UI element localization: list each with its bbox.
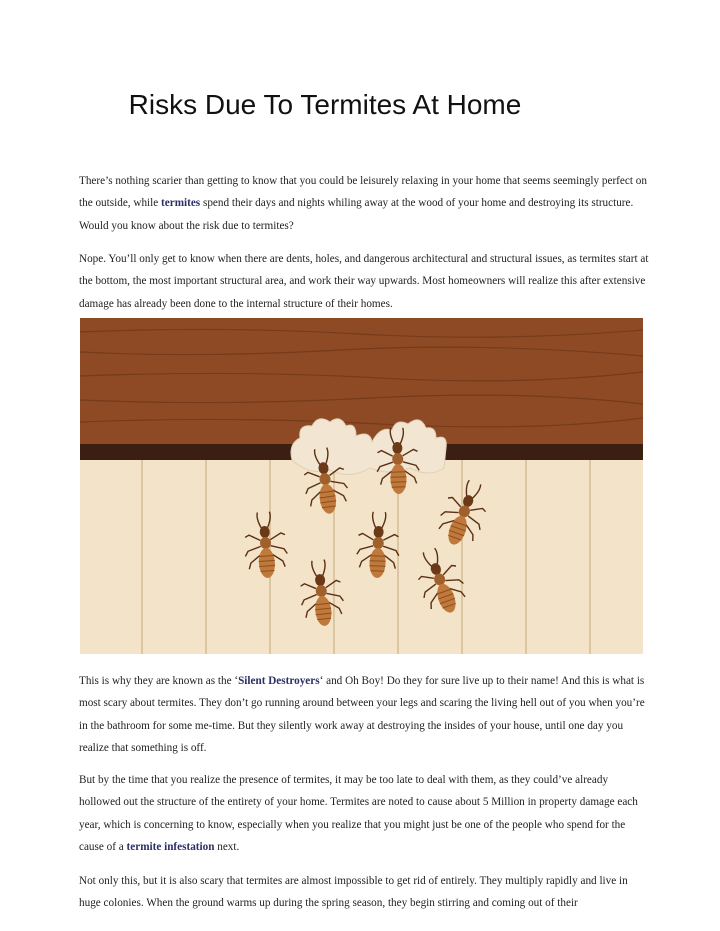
paragraph-silent-destroyers: [79, 670, 649, 759]
intro-text-end: spend their days and nights whiling away at the wood of your home and destroying its structure. Would you know about the risk due to termites?: [79, 197, 634, 232]
damage-text-end: next.: [214, 840, 240, 853]
paragraph-intro: [79, 170, 649, 237]
silent-destroyers-text-end: ‘ and Oh Boy! Do they for sure live up to their name! And this is what is most scary about termites. They don’t go running around between your legs and scaring the living hell out of you when you’re in the bathroom for some me-time. But they silently work away at destroying the insides of your house, until one day you realize that something is off.: [79, 675, 645, 754]
silent-destroyers-text: This is why they are known as the ‘: [79, 675, 239, 687]
silent-destroyers-keyword: Silent Destroyers: [238, 675, 320, 687]
damage-text: But by the time that you realize the presence of termites, it may be too late to deal with them, as they could’ve already hollowed out the structure of the entirety of your home. Termites are noted to cause about 5 Million in property damage each year, which is concerning to know, especially when you realize that you might just be one of the people who spend for the cause of a: [79, 774, 638, 853]
termite-illustration: [80, 318, 643, 654]
termite-infestation-keyword: termite infestation: [126, 840, 215, 853]
paragraph-damage: [79, 769, 649, 858]
intro-text: There’s nothing scarier than getting to know that you could be leisurely relaxing in your home that seems seemingly perfect on the outside, while: [79, 175, 647, 210]
page-title: Risks Due To Termites At Home: [128, 89, 522, 120]
paragraph-nope: Nope. You’ll only get to know when there are dents, holes, and dangerous architectural and structural issues, as termites start at the bottom, the most important structural area, and work their way upwards. Most homeowners will realize this after extensive damage has already been done to the internal structure of their homes.: [79, 253, 649, 310]
termites-keyword: termites: [161, 197, 201, 210]
paragraph-colonies: Not only this, but it is also scary that termites are almost impossible to get rid of entirely. They multiply rapidly and live in huge colonies. When the ground warms up during the spring season, they begin stirring and coming out of their: [79, 875, 628, 910]
